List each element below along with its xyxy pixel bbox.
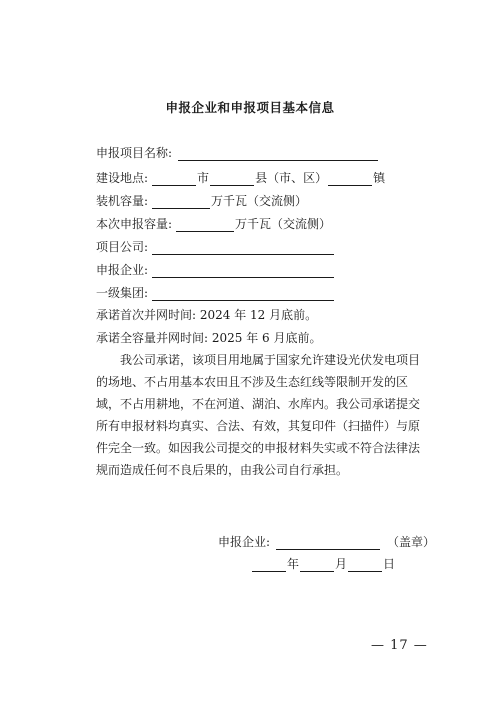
project-name-label: 申报项目名称: [96,146,173,160]
capacity-row [96,193,307,209]
declaring-enterprise-blank [152,264,334,278]
declared-capacity-blank [176,218,234,232]
capacity-label: 装机容量: [96,194,149,208]
month-label: 月 [335,557,348,571]
county-label: 县（市、区） [255,171,328,185]
day-label: 日 [383,557,396,571]
project-company-blank [152,241,334,255]
county-blank [210,172,254,186]
first-grid-commitment: 承诺首次并网时间: 2024 年 12 月底前。 [96,308,318,322]
city-blank [152,172,196,186]
location-row [96,170,385,186]
full-grid-commitment: 承诺全容量并网时间: 2025 年 6 月底前。 [96,331,322,345]
project-name-blank [178,147,378,161]
project-company-label: 项目公司: [96,240,149,254]
group-row [96,285,335,301]
month-blank [300,558,334,572]
page-title: 申报企业和申报项目基本信息 [165,100,335,115]
year-label: 年 [287,557,300,571]
date-row [251,556,395,572]
capacity-blank [152,195,210,209]
signature-enterprise-blank [276,536,380,550]
town-label: 镇 [373,171,386,185]
declared-capacity-row [96,216,331,232]
commitment-paragraph: 我公司承诺，该项目用地属于国家允许建设光伏发电项目的场地、不占用基本农田且不涉及生态红线等限制开发的区域，不占用耕地，不在河道、湖泊、水库内。我公司承诺提交所有申报材料均真实、合法、有效，其复印件（扫描件）与原件完全一致。如因我公司提交的申报材料失实或不符合法律法规而造成任何不良后果的，由我公司自行承担。 [96,353,421,477]
signature-enterprise-label: 申报企业: [218,535,271,549]
day-blank [348,558,382,572]
seal-label: （盖章） [387,535,436,549]
project-company-row [96,239,335,255]
capacity-unit: 万千瓦（交流侧） [211,194,308,208]
declaring-enterprise-row [96,262,335,278]
project-name-row [96,145,379,161]
group-blank [152,287,334,301]
page-number: — 17 — [371,638,428,653]
declared-capacity-unit: 万千瓦（交流侧） [235,217,332,231]
city-label: 市 [197,171,210,185]
group-label: 一级集团: [96,286,149,300]
signature-enterprise-row [218,534,435,550]
declared-capacity-label: 本次申报容量: [96,217,173,231]
declaring-enterprise-label: 申报企业: [96,263,149,277]
location-label: 建设地点: [96,171,149,185]
town-blank [328,172,372,186]
year-blank [252,558,286,572]
